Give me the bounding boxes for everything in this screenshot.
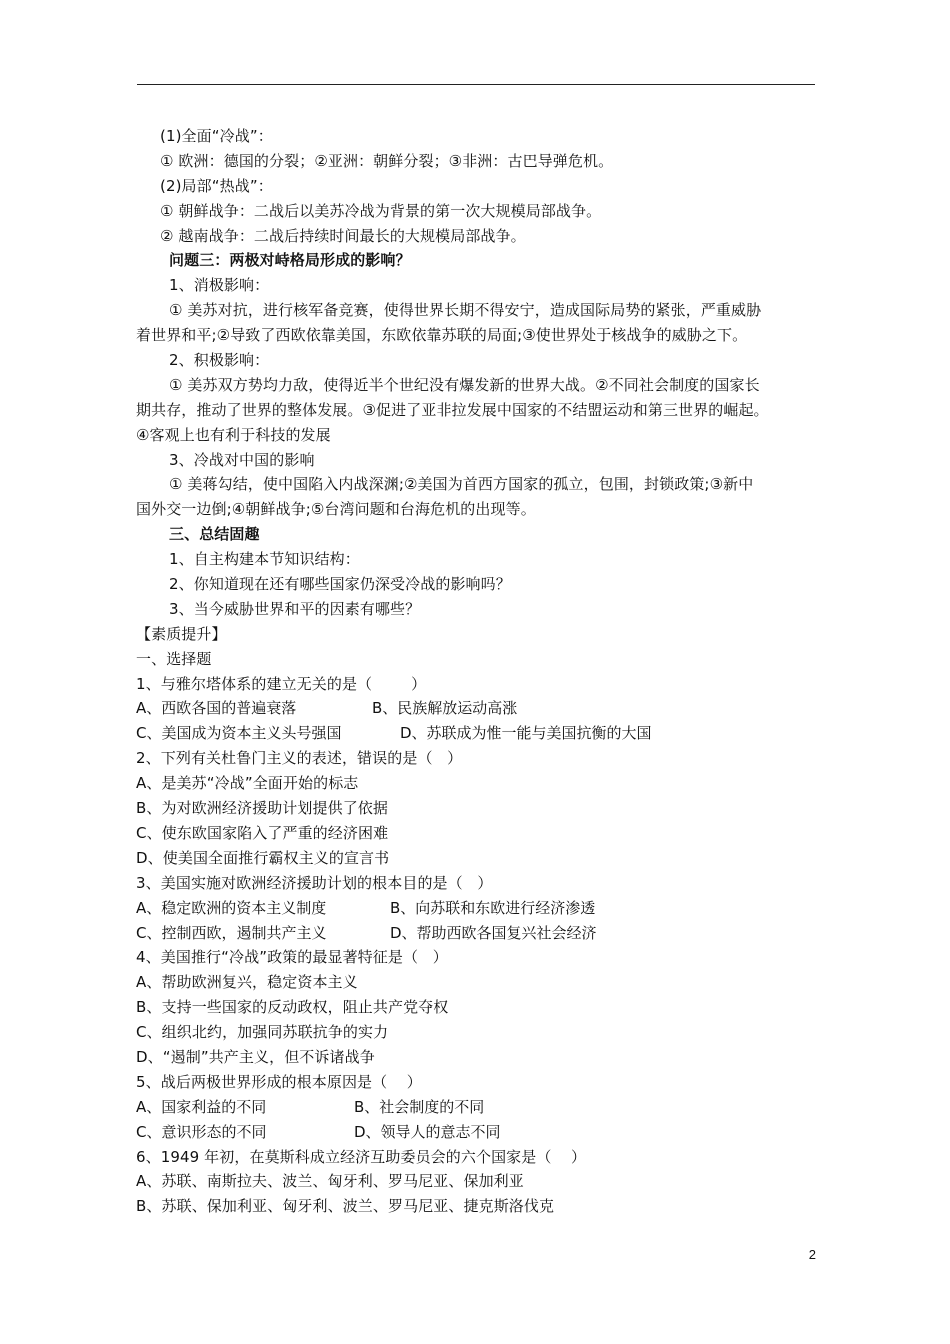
positive-line1: ① 美苏双方势均力敌，使得近半个世纪没有爆发新的世界大战。②不同社会制度的国家长 [169, 375, 760, 394]
document-body [136, 124, 820, 1219]
question-stem: 5、战后两极世界形成的根本原因是（ ） [136, 1072, 422, 1091]
cold-war-item1: (1)全面“冷战”： [160, 127, 273, 145]
china-line2: 国外交一边倒;④朝鲜战争;⑤台湾问题和台海危机的出现等。 [136, 500, 536, 519]
cold-war-item2-detail-a: ① 朝鲜战争：二战后以美苏冷战为背景的第一次大规模局部战争。 [160, 201, 602, 220]
summary-q2: 2、你知道现在还有哪些国家仍深受冷战的影响吗？ [169, 575, 511, 594]
positive-line3: ④客观上也有利于科技的发展 [136, 425, 331, 444]
question-stem: 6、1949 年初，在莫斯科成立经济互助委员会的六个国家是（ ） [136, 1147, 587, 1166]
question-stem: 1、与雅尔塔体系的建立无关的是（ ） [136, 674, 427, 693]
option-c: C、意识形态的不同 [136, 1122, 267, 1141]
negative-title: 1、消极影响： [169, 276, 270, 295]
positive-title: 2、积极影响： [169, 351, 270, 370]
option-a: A、帮助欧洲复兴，稳定资本主义 [136, 973, 358, 992]
option-d: D、使美国全面推行霸权主义的宣言书 [136, 848, 390, 867]
option-row [136, 721, 820, 746]
positive-line2: 期共存，推动了世界的整体发展。③促进了亚非拉发展中国家的不结盟运动和第三世界的崛起。 [136, 400, 769, 419]
summary-title: 三、总结固趣 [169, 525, 260, 544]
option-row [136, 921, 820, 946]
option-c: C、组织北约，加强同苏联抗争的实力 [136, 1023, 389, 1042]
exercises-section-title: 一、选择题 [136, 649, 212, 668]
option-c: C、控制西欧，遏制共产主义 [136, 923, 327, 942]
option-row [136, 696, 820, 721]
question3-title: 问题三：两极对峙格局形成的影响？ [169, 251, 411, 270]
option-b: B、民族解放运动高涨 [372, 699, 518, 718]
question-stem: 2、下列有关杜鲁门主义的表述，错误的是（ ） [136, 749, 463, 768]
negative-line2: 着世界和平;②导致了西欧依靠美国，东欧依靠苏联的局面;③使世界处于核战争的威胁之下。 [136, 326, 748, 345]
option-d: D、领导人的意志不同 [354, 1122, 501, 1141]
negative-line1: ① 美苏对抗，进行核军备竞赛，使得世界长期不得安宁，造成国际局势的紧张，严重威胁 [169, 301, 762, 320]
option-row [136, 1095, 820, 1120]
option-a: A、苏联、南斯拉夫、波兰、匈牙利、罗马尼亚、保加利亚 [136, 1172, 524, 1191]
option-c: C、美国成为资本主义头号强国 [136, 724, 342, 743]
option-d: D、帮助西欧各国复兴社会经济 [390, 923, 597, 942]
question-stem: 3、美国实施对欧洲经济援助计划的根本目的是（ ） [136, 873, 493, 892]
cold-war-item2: (2)局部“热战”： [160, 176, 273, 195]
option-b: B、支持一些国家的反动政权，阻止共产党夺权 [136, 998, 449, 1017]
option-a: A、稳定欧洲的资本主义制度 [136, 898, 327, 917]
option-b: B、社会制度的不同 [354, 1097, 485, 1116]
option-a: A、国家利益的不同 [136, 1097, 267, 1116]
option-row [136, 896, 820, 921]
option-b: B、苏联、保加利亚、匈牙利、波兰、罗马尼亚、捷克斯洛伐克 [136, 1197, 555, 1216]
china-title: 3、冷战对中国的影响 [169, 450, 315, 469]
cold-war-item2-detail-b: ② 越南战争：二战后持续时间最长的大规模局部战争。 [160, 226, 526, 245]
option-d: D、苏联成为惟一能与美国抗衡的大国 [400, 724, 652, 743]
option-row [136, 1120, 820, 1145]
cold-war-item1-detail: ① 欧洲：德国的分裂；②亚洲：朝鲜分裂；③非洲：古巴导弹危机。 [160, 151, 614, 170]
option-a: A、是美苏“冷战”全面开始的标志 [136, 774, 359, 793]
option-c: C、使东欧国家陷入了严重的经济困难 [136, 823, 389, 842]
header-rule [137, 84, 815, 85]
exercises-heading: 【素质提升】 [136, 624, 227, 643]
summary-q1: 1、自主构建本节知识结构： [169, 550, 360, 569]
option-b: B、为对欧洲经济援助计划提供了依据 [136, 799, 388, 818]
page-number: 2 [808, 1247, 816, 1262]
china-line1: ① 美蒋勾结，使中国陷入内战深渊;②美国为首西方国家的孤立，包围，封锁政策;③新中 [169, 475, 754, 494]
option-a: A、西欧各国的普遍衰落 [136, 699, 297, 718]
summary-q3: 3、当今威胁世界和平的因素有哪些？ [169, 599, 421, 618]
question-stem: 4、美国推行“冷战”政策的最显著特征是（ ） [136, 948, 448, 967]
option-b: B、向苏联和东欧进行经济渗透 [390, 898, 596, 917]
option-d: D、“遏制”共产主义，但不诉诸战争 [136, 1047, 375, 1066]
